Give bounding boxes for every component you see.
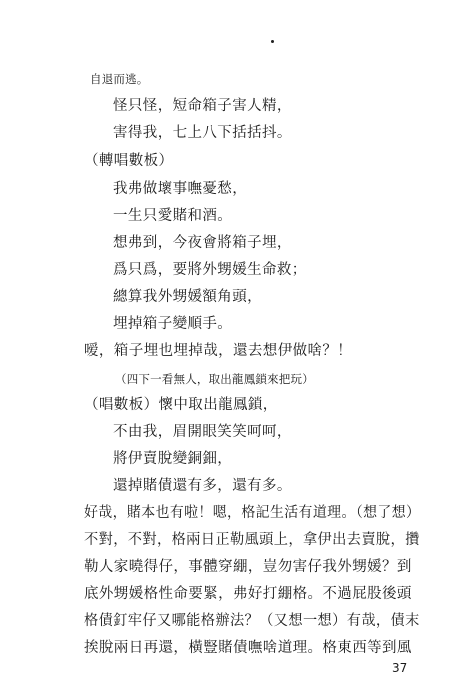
text-line-21: 格債釘牢仔又哪能格辦法？（又想一想）有哉，債末 bbox=[84, 613, 420, 629]
text-line-6: 一生只愛賭和酒。 bbox=[113, 208, 233, 224]
text-line-7: 想弗到，今夜會將箱子埋， bbox=[113, 235, 292, 251]
text-line-18: 不對，不對，格兩日正勒風頭上，拿伊出去賣脫，攢 bbox=[84, 532, 420, 548]
ink-speck bbox=[271, 40, 274, 43]
page-number: 37 bbox=[392, 661, 408, 675]
text-line-12: （四下一看無人，取出龍鳳鎖來把玩） bbox=[115, 372, 314, 386]
text-line-5: 我弗做壞事嘸憂愁， bbox=[113, 181, 248, 197]
text-line-15: 將伊賣脫變銅鈿， bbox=[113, 451, 233, 467]
text-line-11: 嗳，箱子埋也埋掉哉，還去想伊做啥？！ bbox=[84, 343, 353, 359]
text-line-13: （唱數板）懷中取出龍鳳鎖， bbox=[84, 397, 278, 413]
text-line-3: 害得我，七上八下括括抖。 bbox=[113, 125, 292, 141]
text-line-8: 爲只爲，要將外甥媛生命救； bbox=[113, 262, 307, 278]
text-line-9: 總算我外甥媛額角頭， bbox=[113, 289, 262, 305]
text-line-14: 不由我，眉開眼笑笑呵呵， bbox=[113, 424, 292, 440]
text-line-19: 勒人家曉得仔，事體穿綳，豈勿害仔我外甥媛？到 bbox=[84, 559, 412, 575]
text-line-10: 埋掉箱子變順手。 bbox=[113, 316, 233, 332]
text-line-4: （轉唱數板） bbox=[84, 153, 174, 169]
text-line-17: 好哉，賭本也有啦！嗯，格記生活有道理。（想了想） bbox=[84, 505, 421, 521]
text-line-2: 怪只怪，短命箱子害人精， bbox=[113, 98, 292, 114]
text-line-20: 底外甥媛格性命要緊，弗好打綳格。不過屁股後頭 bbox=[84, 586, 412, 602]
text-line-22: 挨脫兩日再還，橫豎賭債嘸啥道理。格東西等到風 bbox=[84, 640, 412, 656]
text-line-1: 自退而逃。 bbox=[90, 72, 149, 86]
text-line-16: 還掉賭債還有多，還有多。 bbox=[113, 478, 292, 494]
